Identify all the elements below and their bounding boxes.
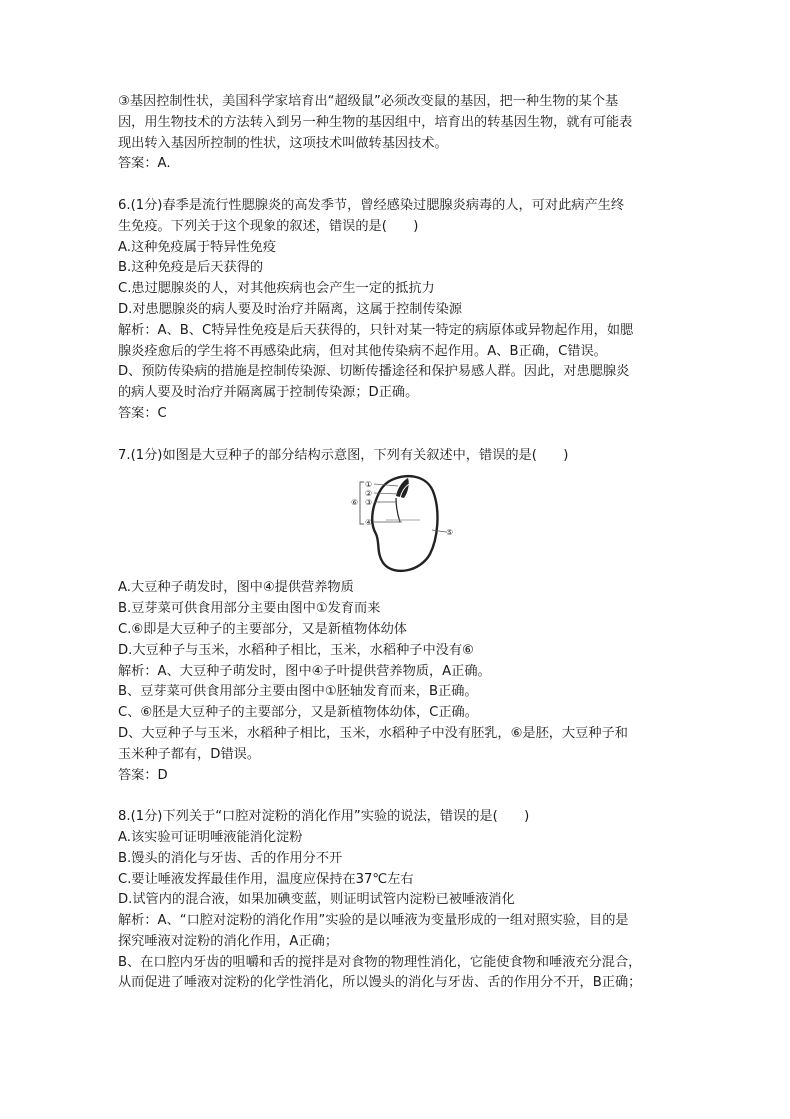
spacer	[118, 425, 678, 446]
answer-line: 答案：C	[118, 405, 167, 421]
analysis-line: 解析：A、大豆种子萌发时，图中④子叶提供营养物质，A正确。	[118, 663, 491, 679]
answer-line: 答案：A.	[118, 156, 171, 172]
soybean-seed-figure	[118, 466, 678, 578]
question-stem: 生免疫。下列关于这个现象的叙述，错误的是( )	[118, 218, 419, 234]
option-a: A.该实验可证明唾液能消化淀粉	[118, 829, 303, 845]
option-d: D.对患腮腺炎的病人要及时治疗并隔离，这属于控制传染源	[118, 301, 463, 317]
label-4: ④	[365, 518, 373, 528]
paragraph-gene-tech	[118, 92, 678, 175]
leader-5	[432, 530, 446, 532]
option-c: C.患过腮腺炎的人，对其他疾病也会产生一定的抵抗力	[118, 281, 435, 297]
bracket-6	[360, 482, 364, 524]
analysis-line: 解析：A、B、C特异性免疫是后天获得的，只针对某一特定的病原体或异物起作用，如腮	[118, 322, 634, 338]
plumule-shape	[396, 478, 409, 498]
label-3: ③	[365, 498, 373, 508]
analysis-line: 腺炎痊愈后的学生将不再感染此病，但对其他传染病不起作用。A、B正确，C错误。	[118, 343, 607, 359]
analysis-line: B、在口腔内牙齿的咀嚼和舌的搅拌是对食物的物理性消化，它能使食物和唾液充分混合，	[118, 954, 642, 970]
answer-line: 答案：D	[118, 767, 168, 783]
option-b: B.豆芽菜可供食用部分主要由图中①发育而来	[118, 601, 381, 617]
text-line: ③基因控制性状，美国科学家培育出“超级鼠”必须改变鼠的基因，把一种生物的某个基	[118, 94, 619, 109]
analysis-line: B、豆芽菜可供食用部分主要由图中①胚轴发育而来，B正确。	[118, 684, 478, 700]
option-c: C.⑥即是大豆种子的主要部分，又是新植物体幼体	[118, 621, 407, 637]
label-2: ②	[365, 489, 373, 499]
analysis-line: 探究唾液对淀粉的消化作用，A正确；	[118, 933, 339, 949]
text-line: 因，用生物技术的方法转入到另一种生物的基因组中，培育出的转基因生物，就有可能表	[118, 114, 633, 130]
option-d: D.试管内的混合液，如果加碘变蓝，则证明试管内淀粉已被唾液消化	[118, 892, 515, 908]
analysis-line: D、大豆种子与玉米，水稻种子相比，玉米，水稻种子中没有胚乳，⑥是胚，大豆种子和	[118, 725, 628, 741]
analysis-line: 玉米种子都有，D错误。	[118, 746, 261, 762]
document-page	[118, 92, 678, 994]
analysis-line: 从而促进了唾液对淀粉的化学性消化，所以馒头的消化与牙齿、舌的作用分不开，B正确；	[118, 975, 642, 991]
label-5: ⑤	[446, 528, 454, 538]
soybean-seed-diagram	[346, 472, 456, 576]
analysis-line: C、⑥胚是大豆种子的主要部分，又是新植物体幼体，C正确。	[118, 705, 478, 721]
analysis-line: D、预防传染病的措施是控制传染源、切断传播途径和保护易感人群。因此，对患腮腺炎	[118, 364, 630, 380]
option-b: B.馒头的消化与牙齿、舌的作用分不开	[118, 850, 343, 866]
question-6	[118, 196, 678, 425]
analysis-line: 解析：A、“口腔对淀粉的消化作用”实验的是以唾液为变量形成的一组对照实验，目的是	[118, 913, 629, 929]
spacer	[118, 786, 678, 807]
label-6: ⑥	[351, 498, 359, 508]
question-7	[118, 446, 678, 787]
spacer	[118, 175, 678, 196]
embryo-axis	[396, 498, 400, 522]
option-a: A.这种免疫属于特异性免疫	[118, 239, 277, 255]
option-a: A.大豆种子萌发时，图中④提供营养物质	[118, 580, 354, 596]
text-line: 现出转入基因所控制的性状，这项技术叫做转基因技术。	[118, 135, 448, 151]
label-1: ①	[365, 480, 373, 490]
option-c: C.要让唾液发挥最佳作用，温度应保持在37℃左右	[118, 871, 414, 887]
option-d: D.大豆种子与玉米，水稻种子相比，玉米，水稻种子中没有⑥	[118, 642, 474, 658]
question-stem: 6.(1分)春季是流行性腮腺炎的高发季节，曾经感染过腮腺炎病毒的人，可对此病产生终	[118, 197, 625, 213]
option-b: B.这种免疫是后天获得的	[118, 260, 264, 276]
question-8	[118, 807, 678, 994]
question-stem: 7.(1分)如图是大豆种子的部分结构示意图，下列有关叙述中，错误的是( )	[118, 447, 569, 463]
question-stem: 8.(1分)下列关于“口腔对淀粉的消化作用”实验的说法，错误的是( )	[118, 809, 530, 825]
analysis-line: 的病人要及时治疗并隔离属于控制传染源；D正确。	[118, 385, 419, 401]
